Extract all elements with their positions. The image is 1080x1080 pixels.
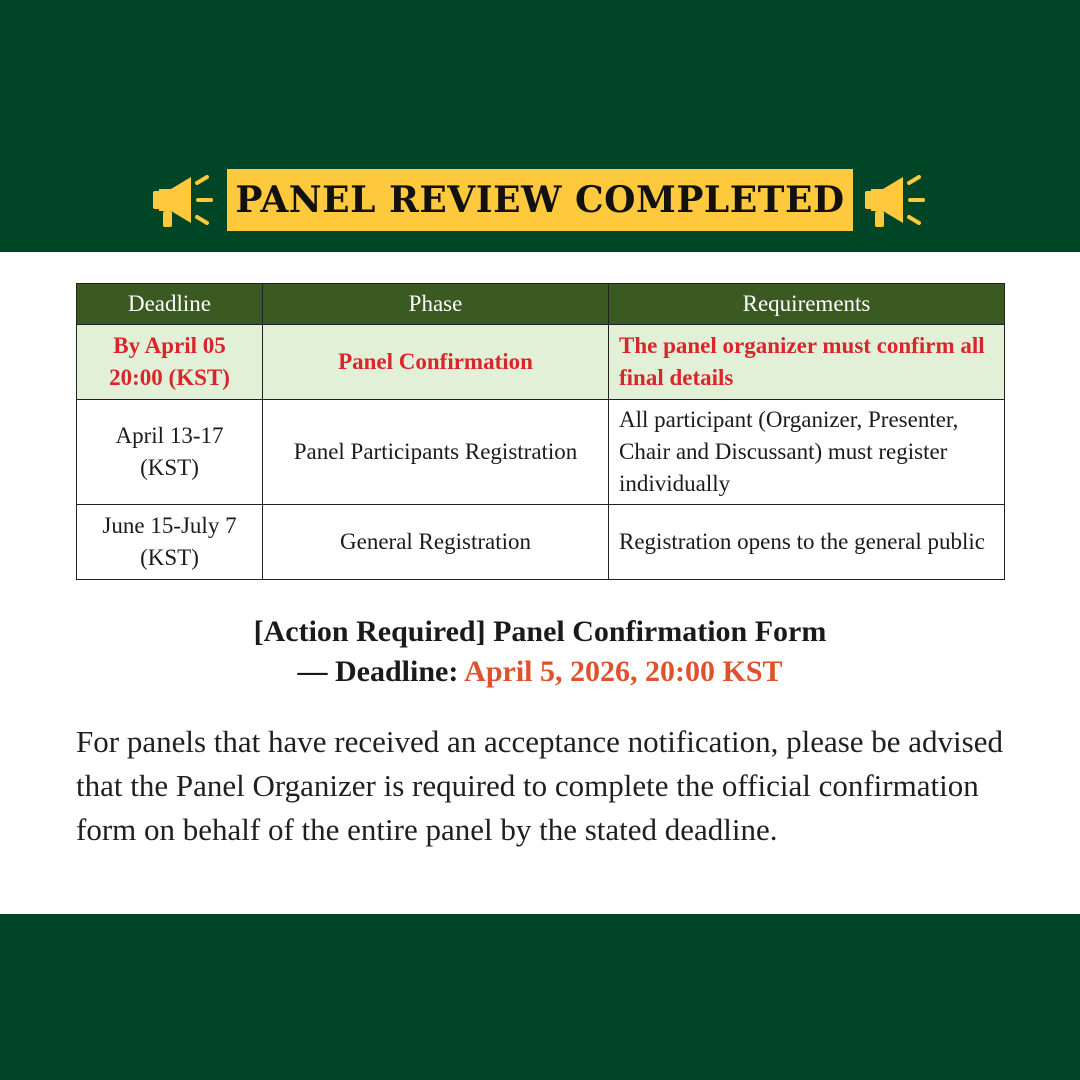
schedule-table [76,283,1005,580]
banner [0,168,1080,232]
deadline-cell [77,505,263,580]
deadline-cell [77,400,263,505]
megaphone-icon [863,169,929,231]
header-requirements: Requirements [609,284,1005,325]
action-title: [Action Required] Panel Confirmation Form [253,615,827,648]
requirements-cell: Registration opens to the general public [609,505,1005,580]
requirements-cell: All participant (Organizer, Presenter, Chair and Discussant) must register individually [609,400,1005,505]
header-deadline: Deadline [77,284,263,325]
phase-cell: General Registration [263,505,609,580]
deadline-line-2: (KST) [140,545,199,570]
header-phase: Phase [263,284,609,325]
deadline-cell [77,325,263,400]
deadline-line-1: April 13-17 [115,423,224,448]
megaphone-icon [151,169,217,231]
phase-cell: Panel Participants Registration [263,400,609,505]
deadline-value: April 5, 2026, 20:00 KST [464,655,783,688]
deadline-line-1: By April 05 [113,333,226,358]
action-deadline-line [0,652,1080,692]
table-row [77,505,1005,580]
requirements-cell: The panel organizer must confirm all final details [609,325,1005,400]
phase-cell: Panel Confirmation [263,325,609,400]
deadline-line-1: June 15-July 7 [102,513,237,538]
table-row [77,325,1005,400]
body-paragraph: For panels that have received an acceptance notification, please be advised that the Panel Organizer is required to complete the official confirmation form on behalf of the entire panel by the stated deadline. [76,724,1003,847]
table-row [77,400,1005,505]
action-heading [0,612,1080,692]
deadline-label: — Deadline: [297,655,465,688]
bottom-band [0,914,1080,1080]
deadline-line-2: 20:00 (KST) [109,365,230,390]
banner-title: PANEL REVIEW COMPLETED [227,169,852,231]
table-header-row [77,284,1005,325]
deadline-line-2: (KST) [140,455,199,480]
